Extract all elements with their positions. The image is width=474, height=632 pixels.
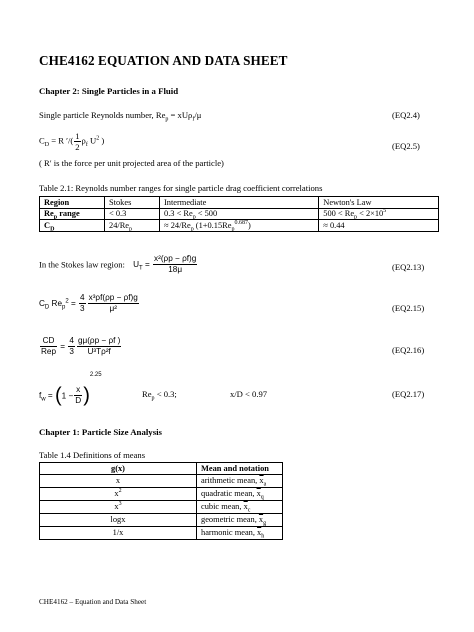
stokes-num: x²(ρp − ρf)g [154,254,197,263]
chapter-2-heading: Chapter 2: Single Particles in a Fluid [39,86,179,96]
row-re-range-newton: $500 < Re_p < 2\times 10^5$ [319,208,439,220]
eq-2-15-tag: (EQ2.15) [392,303,425,313]
table-1-4-caption: Table 1.4 Definitions of means [39,450,146,460]
eq217-exponent: 2.25 [89,372,102,378]
eq216-lhs-den: Rep [41,347,57,356]
eq215-re-sub: p [62,304,66,311]
chapter-1-heading: Chapter 1: Particle Size Analysis [39,427,162,437]
table-row [40,220,439,232]
table-row: 1/x harmonic mean, $\overline{x}_h$ [40,526,283,539]
row-cd-stokes: $24/Re_p$ [105,220,160,232]
table-2-1-caption: Table 2.1: Reynolds number ranges for single particle drag coefficient correlations [39,183,323,193]
table-row: logx geometric mean, $\overline{x}_g$ [40,513,283,526]
row-cd-newton: ≈ 0.44 [319,220,439,232]
eq216-num: gμ(ρp − ρf ) [77,336,121,345]
cd-close: ) [99,135,105,146]
reynolds-rhs: = xUρ [168,110,193,120]
cd-rho-sub: f [85,142,88,149]
eq215-eq: = [68,299,79,308]
page-footer: CHE4162 – Equation and Data Sheet [39,598,147,606]
table-row [40,208,439,220]
reynolds-label: Single particle Reynolds number, Re [39,110,166,120]
cd-u: U [87,135,97,146]
eq215-cd-sub: D [44,304,50,311]
eq217-condition-xd: x/D < 0.97 [230,389,268,399]
row-cd-label: $C_D$ [40,220,105,232]
eq215-den: μ² [109,304,117,313]
reynolds-definition [39,110,202,123]
reynolds-rhs-end: /μ [194,110,202,120]
stokes-fraction [153,254,197,275]
table-header-row [40,197,439,209]
drag-coefficient-definition [39,131,104,152]
table-row: x arithmetic mean, $\overline{x}_a$ [40,474,283,487]
eq216-den: U³Tρ²f [87,347,111,356]
stokes-label: In the Stokes law region: [39,259,125,270]
eq215-fraction [88,293,139,314]
half-den: 2 [75,142,80,152]
eq215-four-thirds: $\frac{4}{3}$ [80,293,85,313]
header-intermediate: Intermediate [160,197,319,209]
row-cd-intermediate: ≈ $24/Re_p$ $(1+0.15Re_p^{0.687})$ [160,220,319,232]
table-header-row [40,463,283,475]
eq215-re-sup: 2 [65,298,69,305]
eq-2-4-tag: (EQ2.4) [392,110,420,120]
half-fraction [74,131,80,152]
eq215-num: x³ρf(ρp − ρf)g [88,293,138,302]
reynolds-rhs-sub: f [192,116,195,123]
eq-2-17-tag: (EQ2.17) [392,389,425,399]
cd-lhs: C [39,135,45,146]
eq217-condition-re: $Re_p < 0.3$; [142,389,177,402]
means-table [39,462,283,540]
cd-u-sup: 2 [96,135,100,142]
eq-2-15 [39,293,140,314]
eq215-re: Re [49,299,63,308]
eq217-one-minus: 1 − [61,391,74,401]
row-re-range-stokes: < 0.3 [105,208,160,220]
eq216-lhs-num: CD [40,336,57,347]
half-num: 1 [75,131,80,141]
page-title: CHE4162 EQUATION AND DATA SHEET [39,53,288,68]
header-mean-notation: Mean and notation [197,463,283,475]
eq216-lhs-fraction [40,336,57,357]
eq-2-5-tag: (EQ2.5) [392,141,420,151]
header-newtons-law: Newton's Law [319,197,439,209]
ut-symbol: U [133,260,139,269]
cd-rho: ρ [81,135,86,146]
stokes-law-equation [39,254,198,275]
table-row: $x^3$ cubic mean, $\overline{x}_c$ [40,500,283,513]
reynolds-sub: p [165,116,169,123]
rprime-note: ( R′ is the force per unit projected area of the particle) [39,158,224,168]
header-stokes: Stokes [105,197,160,209]
row-re-range-label: $Re_p$ range [40,208,105,220]
stokes-den: 18μ [168,265,183,274]
eq-2-17: $f_w = (1$ − $\frac{x}{D}$ )$^{2.25}$ [39,372,102,407]
eq216-four-thirds: $\frac{4}{3}$ [69,336,74,356]
header-gx: g(x) [40,463,197,475]
eq-2-13-tag: (EQ2.13) [392,262,425,272]
reynolds-ranges-table [39,196,439,232]
ut-eq: = [142,260,153,269]
row-re-range-intermediate: $0.3 < Re_p < 500$ [160,208,319,220]
eq215-cd: C [39,299,45,308]
eq217-x-over-d: $\frac{x}{D}$ [75,385,82,406]
cd-lhs-sub: D [44,142,50,149]
ut-sub: T [139,265,143,272]
cd-eq: = R ′/( [49,135,74,146]
eq216-fraction [77,336,121,357]
eq-2-16-tag: (EQ2.16) [392,345,425,355]
eq-2-16: $\frac{CD}{\text{Rep}}$ = $\frac{4}{3}$ $\frac{g\mu(\rho p - \rho f )}{\text{U³Tρ²f}}$ [41,336,121,356]
header-region: Region [40,197,105,209]
table-row: $x^2$ quadratic mean, $\overline{x}_q$ [40,487,283,500]
